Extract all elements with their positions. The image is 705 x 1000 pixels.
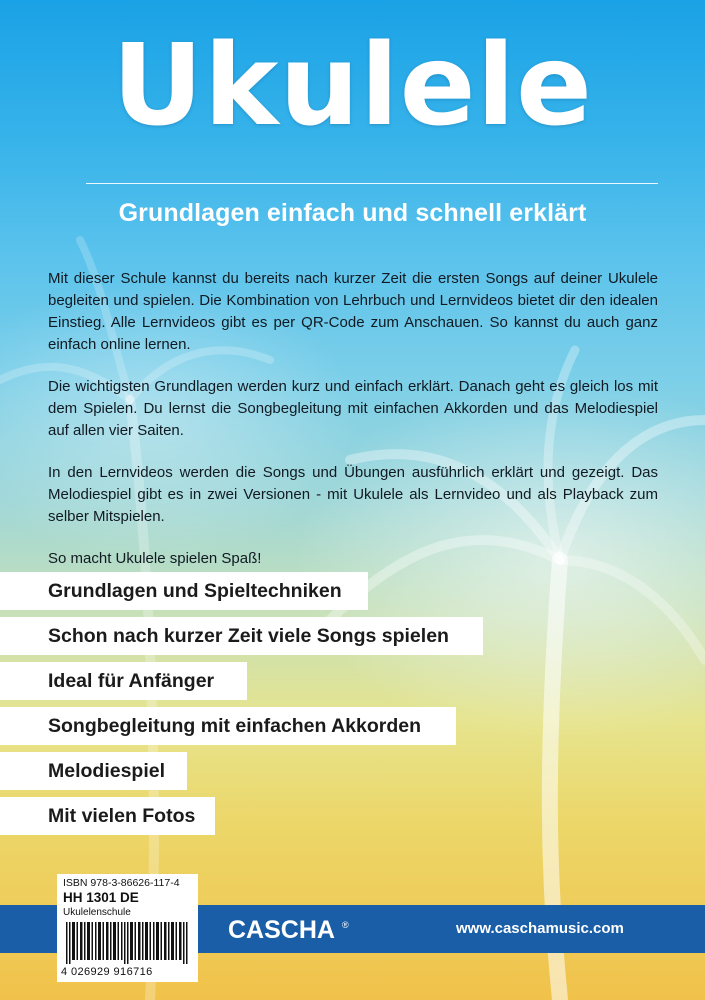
feature-item: Ideal für Anfänger [0,662,247,700]
feature-item: Songbegleitung mit einfachen Akkorden [0,707,456,745]
book-title: Ukulele [112,21,593,151]
registered-mark: ® [342,920,349,930]
cascha-logo: CASCHA [228,916,335,944]
website-url: www.caschamusic.com [456,920,624,937]
description-tagline: So macht Ukulele spielen Spaß! [48,550,262,567]
order-number: HH 1301 DE [63,890,139,905]
feature-item: Schon nach kurzer Zeit viele Songs spielen [0,617,483,655]
description [48,268,658,590]
description-paragraph: Die wichtigsten Grundlagen werden kurz und einfach erklärt. Danach geht es gleich los mit dem Spielen. Du lernst die Songbegleitung mit einfachen Akkorden und das Melodiespiel auf allen vier Saiten. [48,378,658,439]
barcode-icon [63,922,192,964]
feature-item: Grundlagen und Spieltechniken [0,572,368,610]
feature-item: Melodiespiel [0,752,187,790]
ean-digits: 4 026929 916716 [61,966,153,978]
description-paragraph: Mit dieser Schule kannst du bereits nach kurzer Zeit die ersten Songs auf deiner Ukulele begleiten und spielen. Die Kombination von Lehrbuch und Lernvideos bietet dir den idealen Einstieg. Alle Lernvideos gibt es per QR-Code zum Anschauen. So kannst du auch ganz einfach online lernen. [48,270,658,353]
title-divider [86,183,658,184]
barcode-label [57,874,198,982]
feature-item: Mit vielen Fotos [0,797,215,835]
book-subtitle: Grundlagen einfach und schnell erklärt [118,199,587,227]
description-paragraph: In den Lernvideos werden die Songs und Übungen ausführlich erklärt und gezeigt. Das Melodiespiel gibt es in zwei Versionen - mit Ukulele als Lernvideo und als Playback zum selber Mitspielen. [48,464,658,525]
isbn-text: ISBN 978-3-86626-117-4 [63,877,180,889]
product-category: Ukulelenschule [63,907,131,918]
